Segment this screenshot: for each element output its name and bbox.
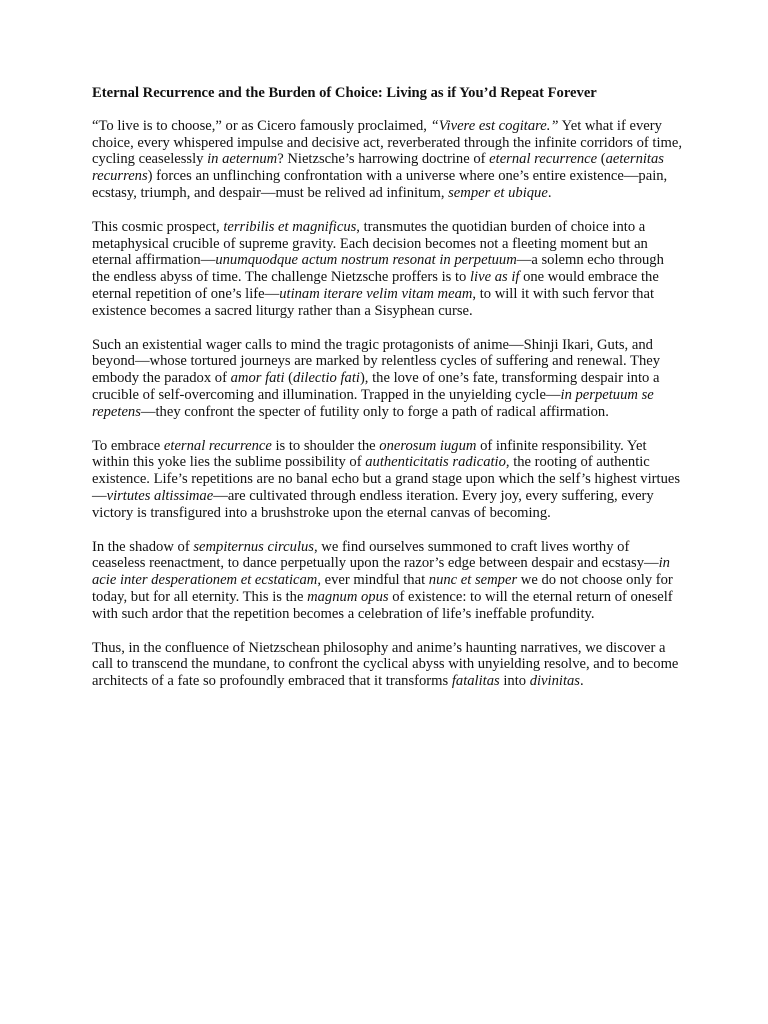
text-run: Thus, in the confluence of Nietzschean philosophy and anime’s haunting narratives, we discover a call to transcend the mundane, to confront the cyclical abyss with unyielding resolve, and to become architects of a fate so profoundly embraced that it transforms: [92, 639, 679, 690]
italic-phrase: amor fati: [230, 370, 285, 387]
text-run: ? Nietzsche’s harrowing doctrine of: [277, 151, 490, 168]
text-run: This cosmic prospect,: [92, 218, 224, 235]
paragraph: [92, 438, 682, 522]
italic-phrase: sempiternus circulus: [193, 538, 314, 555]
italic-phrase: onerosum iugum: [379, 437, 477, 454]
italic-phrase: “Vivere est cogitare.”: [430, 117, 559, 134]
text-run: “To live is to choose,” or as Cicero famously proclaimed,: [92, 117, 431, 134]
italic-phrase: utinam iterare velim vitam meam: [279, 285, 473, 302]
paragraph: [92, 118, 682, 202]
text-run: .: [547, 184, 552, 201]
italic-phrase: terribilis et magnificus: [223, 218, 357, 235]
paragraph: [92, 337, 682, 421]
essay-title: Eternal Recurrence and the Burden of Choice: Living as if You’d Repeat Forever: [92, 85, 597, 101]
italic-phrase: divinitas: [529, 673, 580, 690]
text-run: of infinite responsibility. Yet within this yoke lies the sublime possibility of: [92, 437, 647, 471]
italic-phrase: dilectio fati: [293, 370, 360, 387]
text-run: , to will it with such fervor that existence becomes a sacred liturgy rather than a Sisyphean curse.: [92, 285, 655, 319]
text-run: ), the love of one’s fate, transforming despair into a crucible of self-overcoming and illumination. Trapped in the unyielding cycle—: [92, 370, 660, 403]
text-run: .: [579, 673, 584, 690]
text-run: In the shadow of: [92, 538, 194, 555]
text-run: , transmutes the quotidian burden of choice into a metaphysical crucible of supreme gravity. Each decision becomes not a fleeting moment but an eternal affirmation—: [92, 218, 648, 269]
text-run: —a solemn echo through the endless abyss of time. The challenge Nietzsche proffers is to: [92, 252, 664, 286]
italic-phrase: magnum opus: [307, 588, 389, 605]
text-run: we do not choose only for today, but for all eternity. This is the: [92, 572, 673, 605]
text-run: is to shoulder the: [271, 437, 380, 454]
text-run: , we find ourselves summoned to craft lives worthy of ceaseless reenactment, to dance perpetually upon the razor’s edge between despair and ecstasy—: [92, 538, 659, 572]
text-run: —are cultivated through endless iteration. Every joy, every suffering, every victory is transfigured into a brushstroke upon the eternal canvas of becoming.: [92, 487, 654, 521]
italic-phrase: unumquodque actum nostrum resonat in perpetuum: [215, 252, 517, 269]
italic-phrase: semper et ubique: [448, 184, 548, 201]
italic-phrase: eternal recurrence: [163, 437, 272, 454]
italic-phrase: fatalitas: [451, 673, 500, 690]
text-run: (: [284, 370, 294, 387]
text-run: —they confront the specter of futility only to forge a path of radical affirmation.: [140, 403, 609, 420]
paragraph: [92, 539, 682, 623]
italic-phrase: nunc et semper: [428, 572, 518, 589]
italic-phrase: in acie inter desperationem et ecstaticam: [92, 555, 670, 589]
text-run: into: [499, 673, 530, 690]
italic-phrase: eternal recurrence: [489, 151, 598, 168]
text-run: (: [597, 151, 606, 168]
paragraph: [92, 219, 682, 320]
text-run: Such an existential wager calls to mind the tragic protagonists of anime—Shinji Ikari, Guts, and beyond—whose tortured journeys are marked by relentless cycles of suffering and renewal. They embody the paradox of: [92, 336, 661, 387]
italic-phrase: authenticitatis radicatio: [365, 454, 506, 471]
italic-phrase: virtutes altissimae: [106, 487, 214, 504]
text-run: , the rooting of authentic existence. Life’s repetitions are no banal echo but a grand stage upon which the self’s highest virtues—: [92, 454, 681, 504]
italic-phrase: aeternitas recurrens: [92, 151, 664, 185]
italic-phrase: in aeternum: [207, 151, 278, 168]
italic-phrase: live as if: [469, 269, 520, 286]
document-page: [92, 85, 682, 707]
essay-body: [92, 118, 682, 690]
text-run: Yet what if every choice, every whispered impulse and decisive act, reverberated through the infinite corridors of time, cycling ceaselessly: [92, 117, 683, 168]
paragraph: [92, 640, 682, 690]
text-run: one would embrace the eternal repetition of one’s life—: [92, 269, 659, 302]
italic-phrase: in perpetuum se repetens: [92, 386, 654, 420]
text-run: of existence: to will the eternal return of oneself with such ardor that the repetition becomes a celebration of life’s ineffable profundity.: [92, 588, 673, 622]
text-run: To embrace: [92, 437, 164, 454]
text-run: , ever mindful that: [317, 572, 429, 589]
text-run: ) forces an unflinching confrontation with a universe where one’s entire existence—pain, ecstasy, triumph, and despair—must be relived ad infinitum,: [92, 168, 668, 201]
